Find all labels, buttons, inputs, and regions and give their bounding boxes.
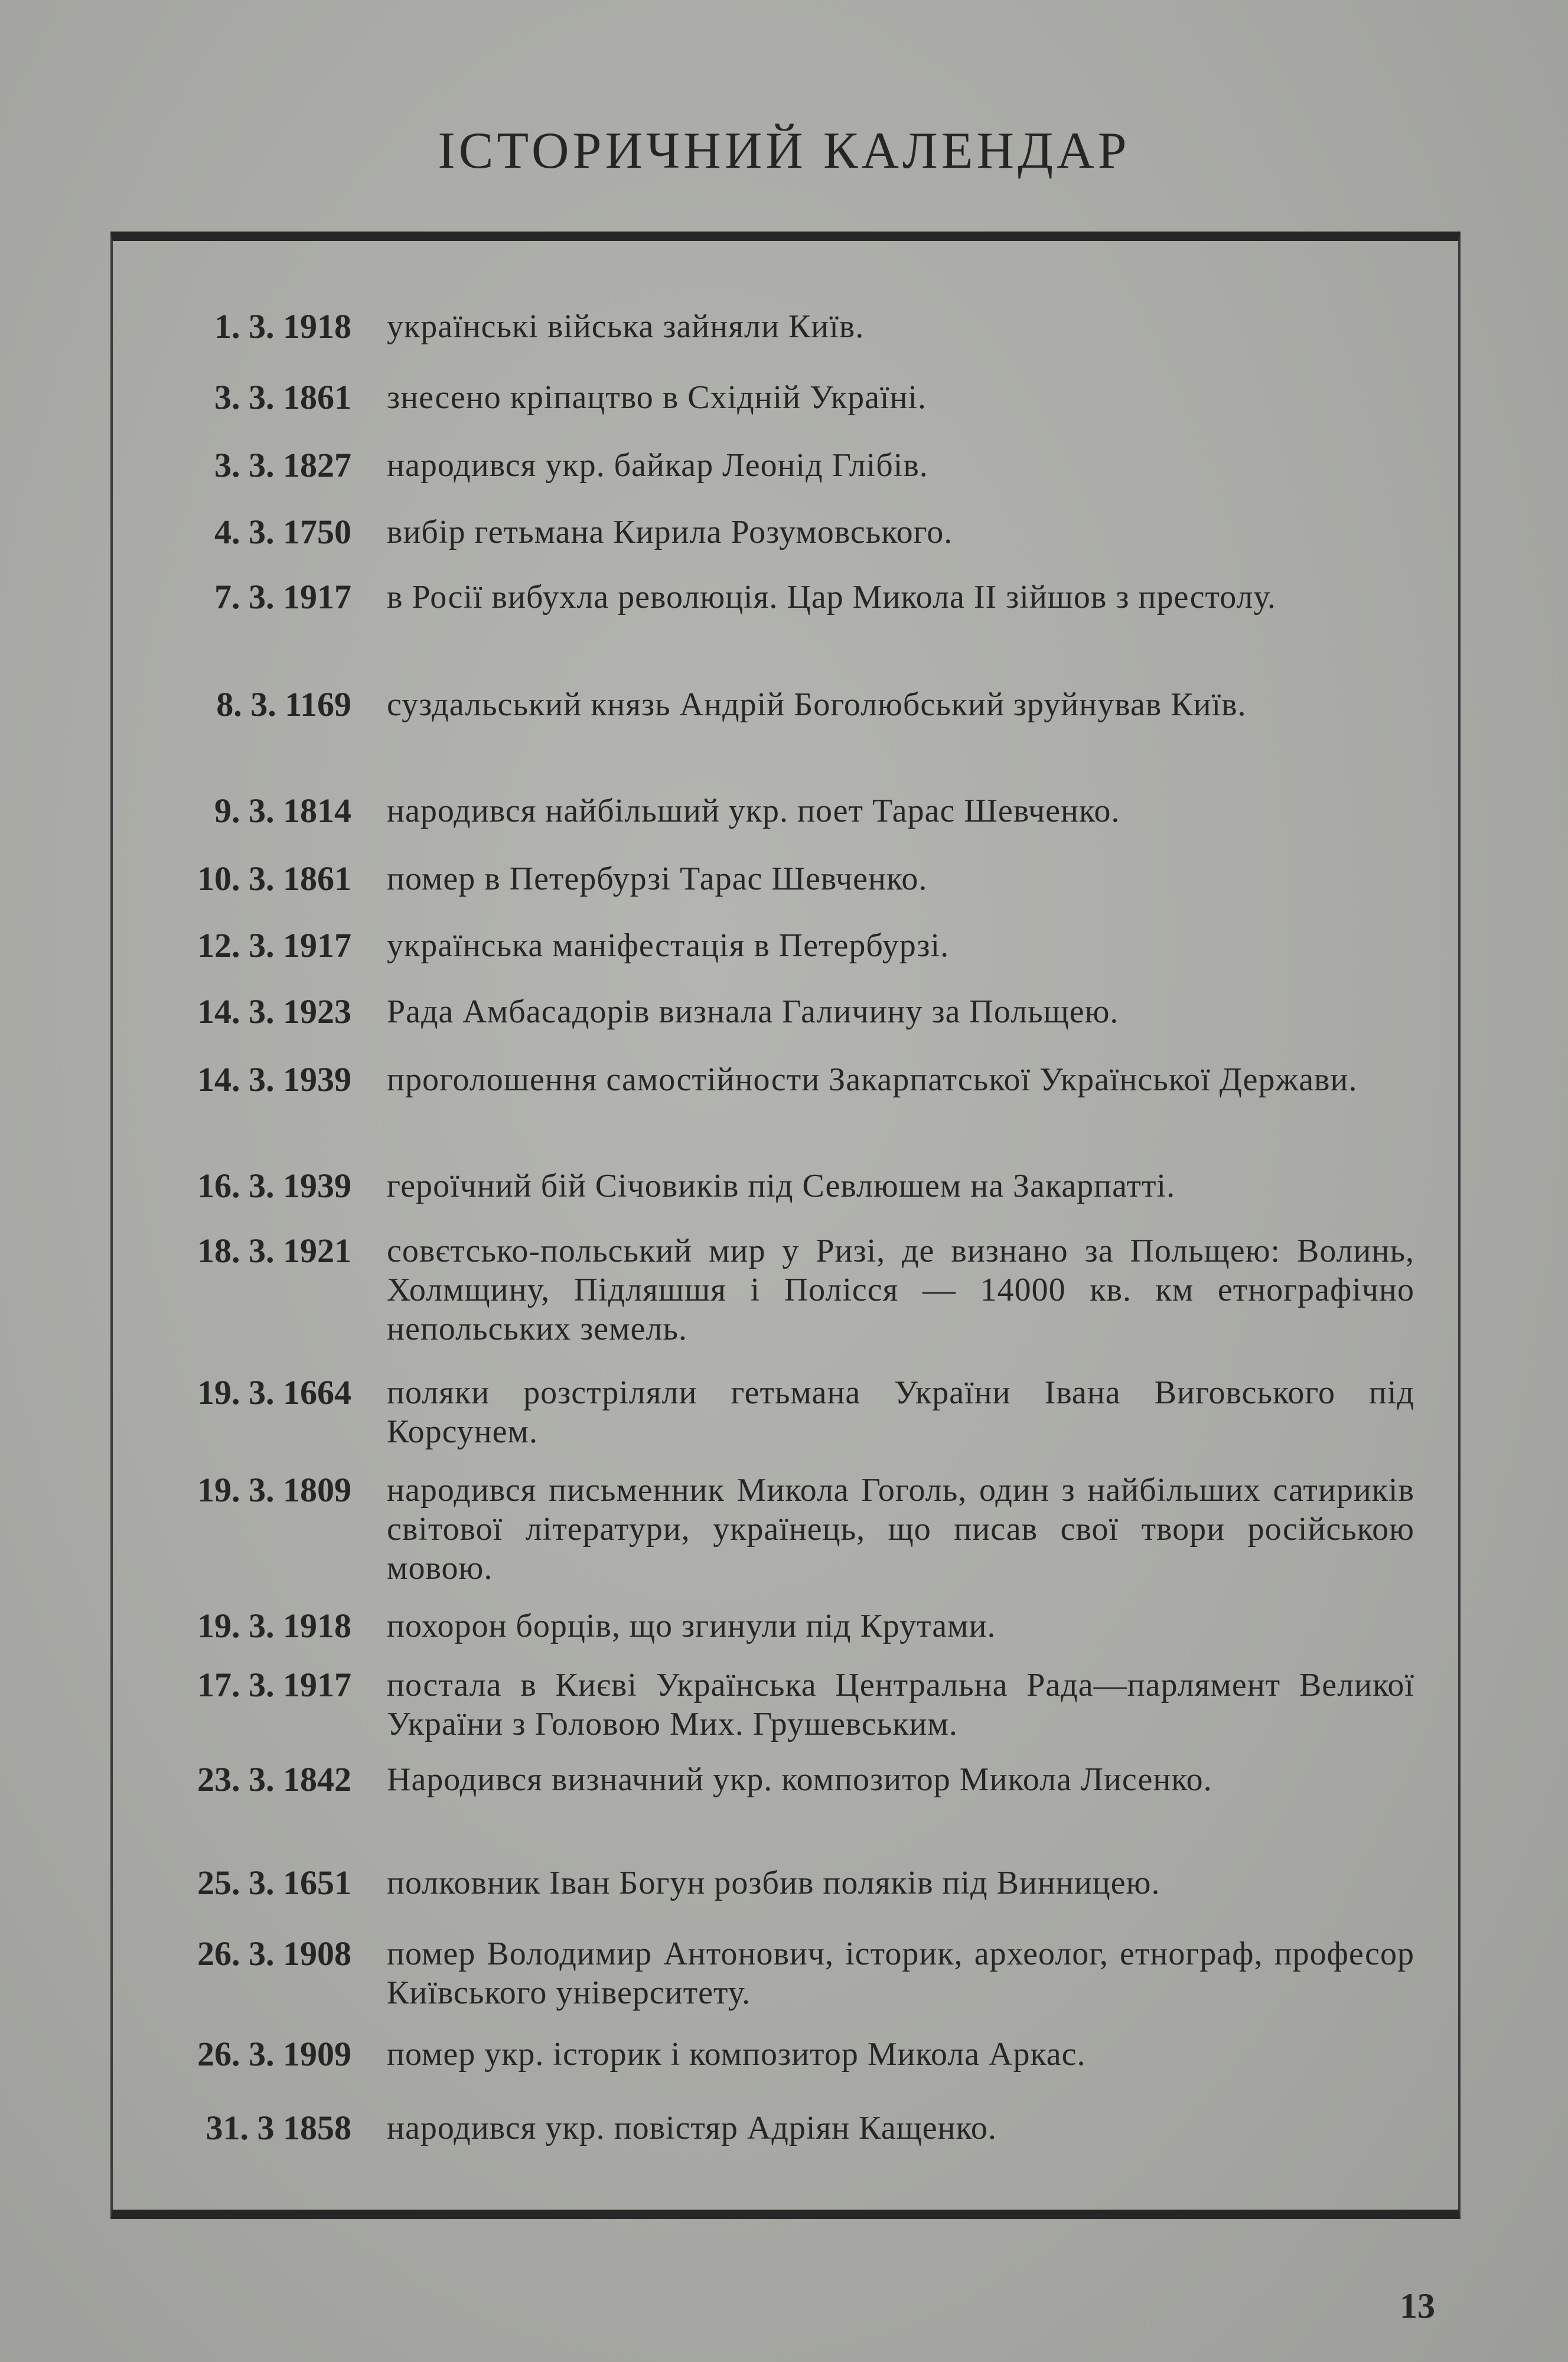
- entry-text: похорон борців, що згинули під Крутами.: [387, 1608, 996, 1644]
- calendar-entry: [151, 1666, 1414, 1744]
- calendar-entry: [151, 1863, 1414, 1902]
- calendar-entry: [151, 378, 1414, 417]
- entry-date: 26. 3. 1908: [197, 1934, 351, 1973]
- entry-date: 17. 3. 1917: [197, 1666, 351, 1704]
- entry-date: 19. 3. 1664: [197, 1373, 351, 1412]
- entry-text: в Росії вибухла революція. Цар Микола II зійшов з престолу.: [387, 579, 1276, 615]
- calendar-entry: [151, 1934, 1414, 2012]
- calendar-entry: [151, 859, 1414, 898]
- calendar-entry: [151, 578, 1414, 617]
- entry-text: вибір гетьмана Кирила Розумовського.: [387, 514, 953, 550]
- entry-date: 18. 3. 1921: [197, 1232, 351, 1270]
- entry-text: Рада Амбасадорів визнала Галичину за Польщею.: [387, 993, 1119, 1030]
- entry-date: 3. 3. 1861: [214, 378, 351, 416]
- entry-text: суздальський князь Андрій Боголюбський зруйнував Київ.: [387, 686, 1247, 723]
- calendar-entry: [151, 1373, 1414, 1451]
- entry-text: помер Володимир Антонович, історик, археолог, етнограф, професор Київського університету.: [387, 1936, 1414, 2011]
- entry-text: помер в Петербурзі Тарас Шевченко.: [387, 861, 928, 897]
- entry-date: 31. 3 1858: [206, 2109, 351, 2147]
- entry-text: Народився визначний укр. композитор Микола Лисенко.: [387, 1761, 1212, 1798]
- entry-text: народився укр. повістяр Адріян Кащенко.: [387, 2110, 997, 2146]
- entry-text: поляки розстріляли гетьмана України Івана Виговського під Корсунем.: [387, 1374, 1414, 1450]
- entry-text: народився укр. байкар Леонід Глібів.: [387, 447, 928, 484]
- entry-date: 4. 3. 1750: [214, 513, 351, 551]
- calendar-entry: [151, 1760, 1414, 1799]
- page-number: 13: [1400, 2286, 1435, 2325]
- calendar-entry: [151, 685, 1414, 724]
- entry-text: українські війська зайняли Київ.: [387, 308, 865, 345]
- entry-date: 9. 3. 1814: [214, 791, 351, 830]
- calendar-entry: [151, 791, 1414, 830]
- calendar-entry: [151, 2035, 1414, 2074]
- entry-date: 1. 3. 1918: [214, 307, 351, 346]
- calendar-entry: [151, 2109, 1414, 2148]
- entry-date: 14. 3. 1939: [197, 1060, 351, 1099]
- calendar-entry: [151, 926, 1414, 965]
- entry-text: народився письменник Микола Гоголь, один з найбільших сатириків світової літератури, українець, що писав свої твори російською мовою.: [387, 1472, 1414, 1586]
- calendar-entry: [151, 1060, 1414, 1099]
- entry-date: 8. 3. 1169: [216, 685, 351, 724]
- calendar-entry: [151, 446, 1414, 485]
- entry-date: 19. 3. 1918: [197, 1607, 351, 1645]
- calendar-entry: [151, 513, 1414, 552]
- page-title: ІСТОРИЧНИЙ КАЛЕНДАР: [438, 122, 1130, 180]
- entry-text: героїчний бій Січовиків під Севлюшем на Закарпатті.: [387, 1168, 1176, 1204]
- entry-date: 19. 3. 1809: [197, 1471, 351, 1509]
- calendar-entry: [151, 1232, 1414, 1348]
- entry-text: совєтсько-польський мир у Ризі, де визнано за Польщею: Волинь, Холмщину, Підляшшя і Полісся — 14000 кв. км етнографічно непольських земель.: [387, 1233, 1414, 1347]
- entry-date: 23. 3. 1842: [197, 1760, 351, 1799]
- calendar-entry: [151, 1167, 1414, 1206]
- entry-date: 12. 3. 1917: [197, 926, 351, 965]
- entry-text: помер укр. історик і композитор Микола Аркас.: [387, 2036, 1086, 2073]
- calendar-entry: [151, 992, 1414, 1031]
- calendar-entry: [151, 307, 1414, 346]
- entry-date: 16. 3. 1939: [197, 1167, 351, 1205]
- entry-date: 10. 3. 1861: [197, 859, 351, 898]
- entry-text: українська маніфестація в Петербурзі.: [387, 927, 950, 964]
- entry-date: 25. 3. 1651: [197, 1863, 351, 1902]
- entry-text: полковник Іван Богун розбив поляків під Винницею.: [387, 1865, 1160, 1901]
- calendar-entry: [151, 1607, 1414, 1646]
- entry-text: знесено кріпацтво в Східній Україні.: [387, 379, 927, 416]
- entry-date: 14. 3. 1923: [197, 992, 351, 1031]
- entry-text: народився найбільший укр. поет Тарас Шевченко.: [387, 793, 1120, 829]
- entry-date: 7. 3. 1917: [214, 578, 351, 616]
- entry-text: проголошення самостійности Закарпатської Української Держави.: [387, 1061, 1358, 1098]
- entry-date: 3. 3. 1827: [214, 446, 351, 484]
- entry-text: постала в Києві Українська Центральна Рада—парлямент Великої України з Головою Мих. Грушевським.: [387, 1667, 1414, 1742]
- entry-date: 26. 3. 1909: [197, 2035, 351, 2073]
- calendar-entry: [151, 1471, 1414, 1588]
